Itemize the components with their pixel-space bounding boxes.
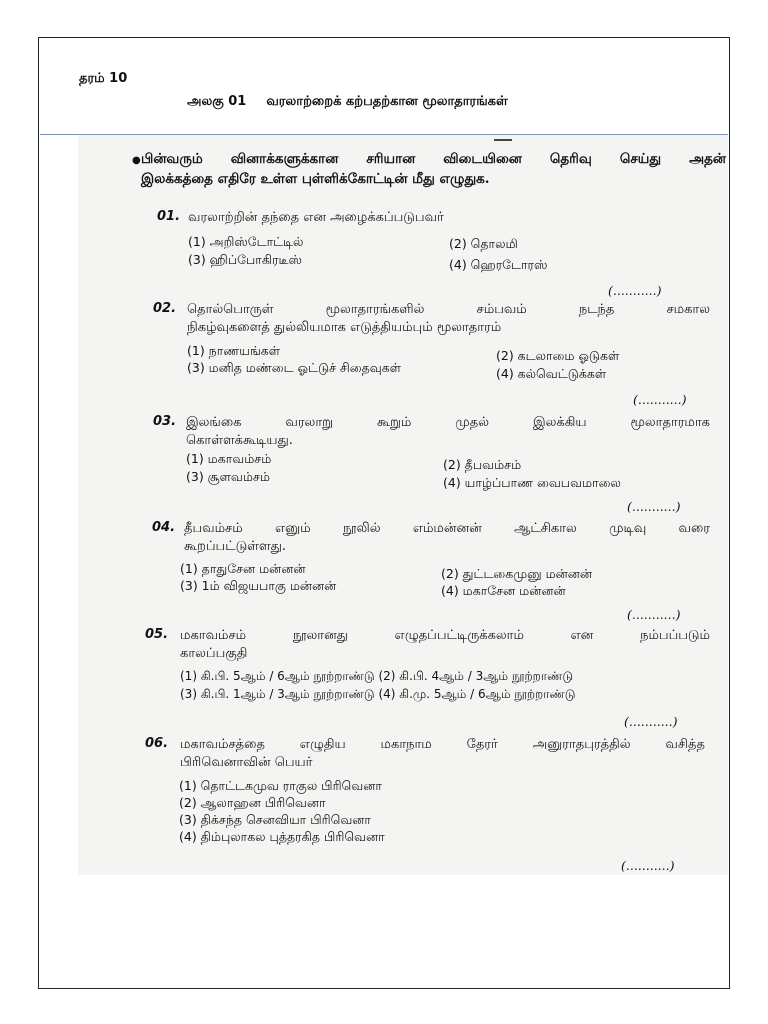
answer-blank: (...........) — [627, 607, 681, 622]
option: (4) ஹெரடோரஸ் — [449, 257, 548, 272]
option: (4) மகாசேன மன்னன் — [441, 583, 566, 598]
question-line: கூறப்பட்டுள்ளது. — [184, 539, 287, 554]
question-line: மகாவம்சம் நூலானது எழுதப்பட்டிருக்கலாம் என நம்பப்படும் — [180, 628, 710, 643]
question-text — [180, 627, 710, 663]
question-line: தொல்பொருள் மூலாதாரங்களில் சம்பவம் நடந்த சமகால — [187, 302, 710, 317]
option: (2) தொலமி — [449, 236, 518, 251]
answer-blank: (...........) — [608, 283, 662, 298]
question-text — [186, 414, 710, 450]
question-number: 03. — [153, 414, 177, 429]
option: (4) யாழ்ப்பாண வைபவமாலை — [443, 475, 621, 490]
option: (3) 1ம் விஜயபாகு மன்னன் — [180, 578, 337, 593]
option: (3) சூளவம்சம் — [186, 469, 270, 484]
answer-blank: (...........) — [633, 392, 687, 407]
instruction — [132, 149, 726, 189]
question-text — [188, 209, 518, 227]
option: (1) கி.பி. 5ஆம் / 6ஆம் நூற்றாண்டு (2) கி.பி. 4ஆம் / 3ஆம் நூற்றாண்டு — [180, 669, 574, 683]
grade-label: தரம் 10 — [79, 71, 128, 86]
question-line: காலப்பகுதி — [180, 646, 248, 661]
option: (2) தீபவம்சம் — [443, 457, 522, 472]
question-line: நிகழ்வுகளைத் துல்லியமாக எடுத்தியம்பும் மூலாதாரம் — [187, 320, 502, 335]
option: (2) துட்டகைமுனு மன்னன் — [441, 566, 593, 581]
option: (3) மனித மண்டை ஓட்டுச் சிதைவுகள் — [187, 360, 402, 375]
question-line: பிரிவெனாவின் பெயர் — [180, 755, 313, 770]
question-number: 05. — [145, 627, 169, 642]
question-number: 04. — [152, 520, 176, 535]
answer-blank: (...........) — [621, 858, 675, 873]
option: (1) அறிஸ்டோட்டில் — [188, 234, 304, 249]
option: (2) கடலாமை ஓடுகள் — [496, 348, 620, 363]
instruction-line: பின்வரும் வினாக்களுக்கான சரியான விடையினை தெரிவு செய்து அதன் — [141, 151, 726, 167]
question-text — [180, 736, 705, 772]
option: (3) திக்சந்த செனவியா பிரிவெனா — [179, 812, 371, 827]
unit-heading — [187, 94, 528, 110]
option: (3) ஹிப்போகிரடீஸ் — [188, 252, 302, 267]
option: (2) ஆலாஹன பிரிவெனா — [179, 795, 326, 810]
option: (1) தாதுசேன மன்னன் — [180, 561, 306, 576]
answer-blank: (...........) — [624, 714, 678, 729]
question-number: 01. — [157, 209, 181, 224]
question-text — [187, 301, 710, 337]
option: (4) கல்வெட்டுக்கள் — [496, 366, 607, 381]
scan-mark — [494, 139, 512, 141]
question-line: கொள்ளக்கூடியது. — [186, 433, 293, 448]
question-line: வரலாற்றின் தந்தை என அழைக்கப்படுபவர் — [188, 210, 444, 225]
question-line: தீபவம்சம் எனும் நூலில் எம்மன்னன் ஆட்சிகால முடிவு வரை — [184, 521, 710, 536]
question-line: இலங்கை வரலாறு கூறும் முதல் இலக்கிய மூலாதாரமாக — [186, 415, 710, 430]
bullet-icon: ● — [132, 155, 141, 166]
instruction-line: இலக்கத்தை எதிரே உள்ள புள்ளிக்கோட்டின் மீது எழுதுக. — [141, 171, 490, 187]
question-number: 06. — [145, 736, 169, 751]
answer-blank: (...........) — [627, 499, 681, 514]
question-number: 02. — [153, 301, 177, 316]
question-line: மகாவம்சத்தை எழுதிய மகாநாம தேரர் அனுராதபுரத்தில் வசித்த — [180, 737, 705, 752]
option: (1) நாணயங்கள் — [187, 343, 281, 358]
option: (1) மகாவம்சம் — [186, 451, 272, 466]
option: (1) தொட்டகமுவ ராகுல பிரிவெனா — [179, 778, 382, 793]
question-text — [184, 520, 710, 556]
option: (3) கி.பி. 1ஆம் / 3ஆம் நூற்றாண்டு (4) கி.மு. 5ஆம் / 6ஆம் நூற்றாண்டு — [180, 687, 576, 701]
option: (4) திம்புலாகல புத்தரகித பிரிவெனா — [179, 829, 385, 844]
unit-title: வரலாற்றைக் கற்பதற்கான மூலாதாரங்கள் — [266, 94, 508, 109]
unit-label: அலகு 01 — [187, 94, 247, 109]
